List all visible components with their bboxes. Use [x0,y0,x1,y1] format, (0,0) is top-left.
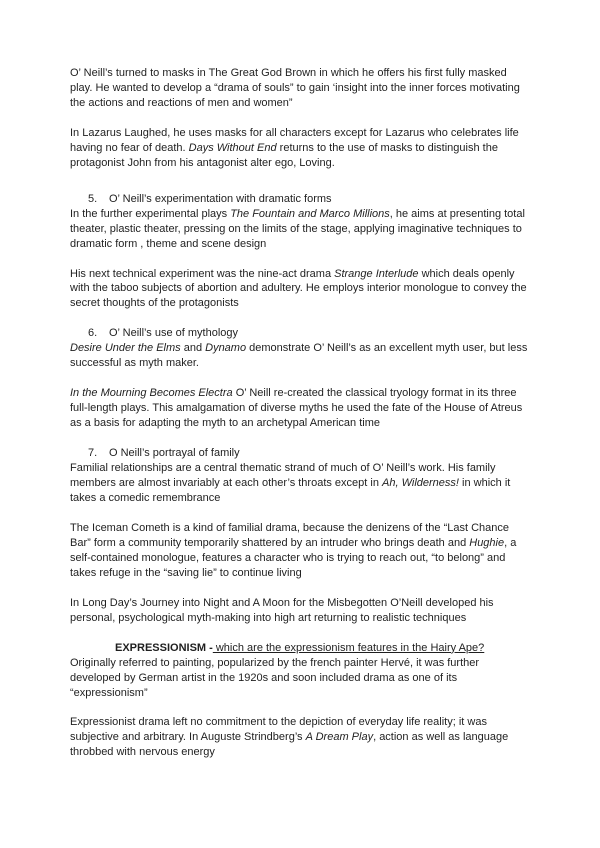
text-run: His next technical experiment was the nine-act drama [70,267,335,280]
text-run: Hughie [469,536,505,549]
text-run: O’ Neill’s use of mythology [109,327,238,340]
text-run: , action as well as language throbbed with nervous energy [70,731,509,759]
paragraph [70,341,530,371]
text-run: Originally referred to painting, popularized by the french painter Hervé, it was further developed by German artist in the 1920s and soon included drama as one of its “expressionism” [70,656,480,699]
text-run: in which it takes a comedic remembrance [70,477,511,504]
text-run: The Fountain and Marco Millions [230,207,390,220]
paragraph [70,521,530,581]
paragraph [70,461,530,506]
list-item [70,326,530,341]
text-run: demonstrate O’ Neill’s as an excellent myth user, but less successful as myth maker. [70,342,528,370]
text-run: Days Without End [188,141,277,154]
text-run: O’ Neill’s turned to masks in The Great God Brown in which he offers his first fully masked play. He wanted to develop a “drama of souls” to gain ‘insight into the inner forces motivating the actions and reactions of men and women” [70,67,520,109]
paragraph [70,715,530,760]
paragraph [70,126,530,171]
text-run: O’ Neill re-created the classical tryology format in its three full-length plays. This amalgamation of diverse myths he used the fate of the House of Atreus as a basis for adapting the myth to an archetypal American time [70,387,523,430]
text-run: In Long Day’s Journey into Night and A Moon for the Misbegotten O’Neill developed his personal, psychological myth-making into high art returning to realistic techniques [70,596,494,624]
text-run: Strange Interlude [334,267,419,280]
list-number: 6. [88,327,98,340]
text-run: The Iceman Cometh is a kind of familial drama, because the denizens of the “Last Chance Bar” form a community temporarily shattered by an intruder who brings death and [70,521,510,549]
paragraph [70,267,530,312]
text-run: EXPRESSIONISM - [115,641,213,654]
text-run: which are the expressionism features in the Hairy Ape? [212,641,485,654]
text-run: In the Mourning Becomes Electra [70,387,233,400]
list-number: 7. [88,447,98,460]
list-number: 5. [88,192,98,205]
text-run: , a self-contained monologue, features a character who is trying to reach out, “to belong” and takes refuge in the “saving lie” to continue living [70,536,517,579]
list-item [70,446,530,461]
text-run: returns to the use of masks to distinguish the protagonist John from his antagonist alter ego, Loving. [70,141,498,169]
text-run: which deals openly with the taboo subjects of abortion and adultery. He employs interior monologue to convey the secret thoughts of the protagonists [70,267,527,310]
paragraph [70,656,530,701]
paragraph [70,66,530,111]
text-run: A Dream Play [305,731,374,744]
text-run: Ah, Wilderness! [382,477,459,490]
paragraph [70,207,530,252]
text-run: O’ Neill’s experimentation with dramatic forms [109,192,332,205]
paragraph [70,386,530,431]
heading [70,641,530,656]
text-run: In Lazarus Laughed, he uses masks for all characters except for Lazarus who celebrates life having no fear of death. [70,126,519,154]
text-run: Expressionist drama left no commitment to the depiction of everyday life reality; it was subjective and arbitrary. In Auguste Strindberg’s [70,716,487,744]
list-item [70,192,530,207]
text-run: , he aims at presenting total theater, plastic theater, pressing on the limits of the stage, applying imaginative techniques to dramatic form , theme and scene design [70,207,525,250]
text-run: In the further experimental plays [70,207,231,220]
document-body [70,66,530,760]
text-run: and [180,342,206,355]
paragraph [70,596,530,626]
text-run: Desire Under the Elms [70,342,181,355]
text-run: Familial relationships are a central thematic strand of much of O’ Neill’s work. His family members are almost invariably at each other’s throats except in [70,462,496,490]
text-run: O Neill’s portrayal of family [109,447,240,460]
text-run: Dynamo [205,342,247,355]
